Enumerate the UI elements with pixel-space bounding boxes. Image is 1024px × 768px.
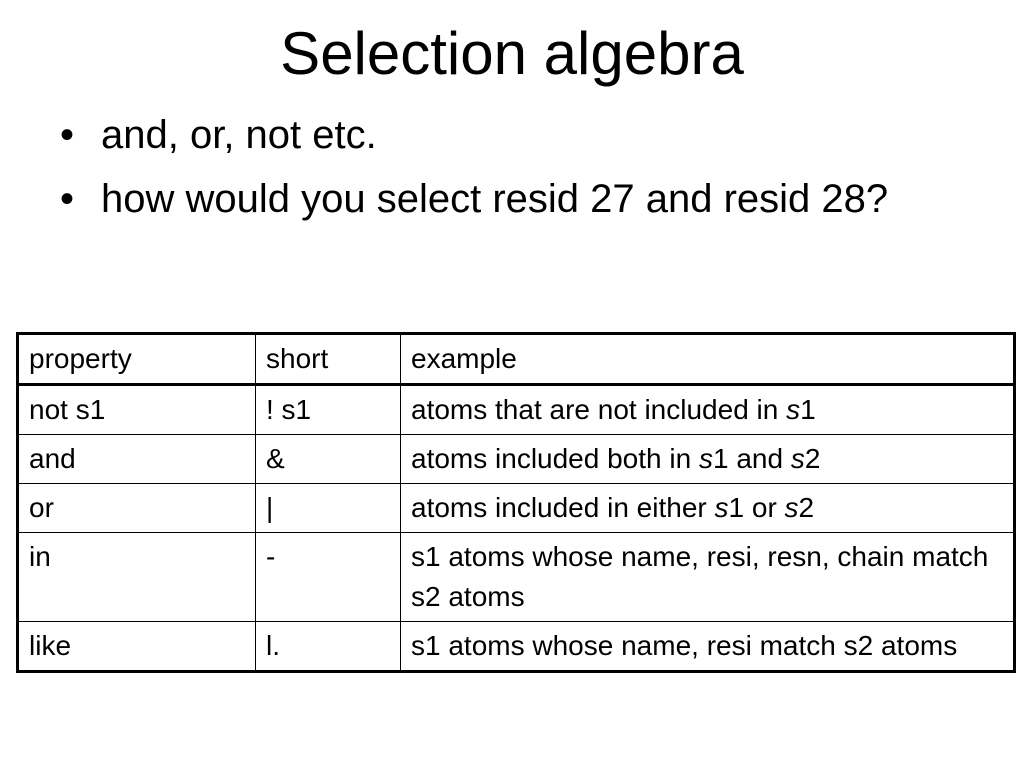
example-set-symbol: s [714, 492, 729, 523]
example-set-symbol: s [784, 492, 799, 523]
example-set-symbol: s [698, 443, 713, 474]
bullet-text: and, or, not etc. [101, 113, 377, 157]
cell-property: or [18, 484, 256, 533]
cell-short: l. [256, 622, 401, 672]
cell-short: - [256, 533, 401, 622]
table-row [18, 622, 1015, 672]
table-row [18, 533, 1015, 622]
table-row [18, 484, 1015, 533]
cell-property: like [18, 622, 256, 672]
cell-example: s1 atoms whose name, resi match s2 atoms [401, 622, 1015, 672]
cell-short: & [256, 435, 401, 484]
example-text: 1 [800, 394, 816, 425]
bullet-dot-icon: • [60, 113, 75, 157]
header-example: example [401, 334, 1015, 385]
bullet-text: how would you select resid 27 and resid 28? [101, 177, 889, 221]
example-text: 2 [804, 443, 821, 474]
example-set-symbol: s [786, 394, 801, 425]
cell-example [401, 435, 1015, 484]
bullet-item [56, 176, 936, 222]
cell-property: not s1 [18, 385, 256, 435]
cell-example: s1 atoms whose name, resi, resn, chain match s2 atoms [401, 533, 1015, 622]
example-set-symbol: s [790, 443, 805, 474]
bullet-item [56, 112, 936, 158]
cell-example [401, 484, 1015, 533]
example-text: atoms included in either [411, 492, 715, 523]
example-text: atoms included both in [411, 443, 699, 474]
table-row [18, 435, 1015, 484]
selection-operators-table [16, 332, 1016, 673]
header-short: short [256, 334, 401, 385]
cell-property: in [18, 533, 256, 622]
bullet-list [56, 112, 936, 240]
slide-title: Selection algebra [280, 20, 744, 87]
cell-short: ! s1 [256, 385, 401, 435]
cell-short: | [256, 484, 401, 533]
cell-property: and [18, 435, 256, 484]
example-text: 1 or [728, 492, 785, 523]
table-row [18, 385, 1015, 435]
example-text: 2 [798, 492, 815, 523]
cell-example [401, 385, 1015, 435]
example-text: 1 and [712, 443, 791, 474]
header-property: property [18, 334, 256, 385]
example-text: atoms that are not included in [411, 394, 787, 425]
table-header-row [18, 334, 1015, 385]
bullet-dot-icon: • [60, 177, 75, 221]
